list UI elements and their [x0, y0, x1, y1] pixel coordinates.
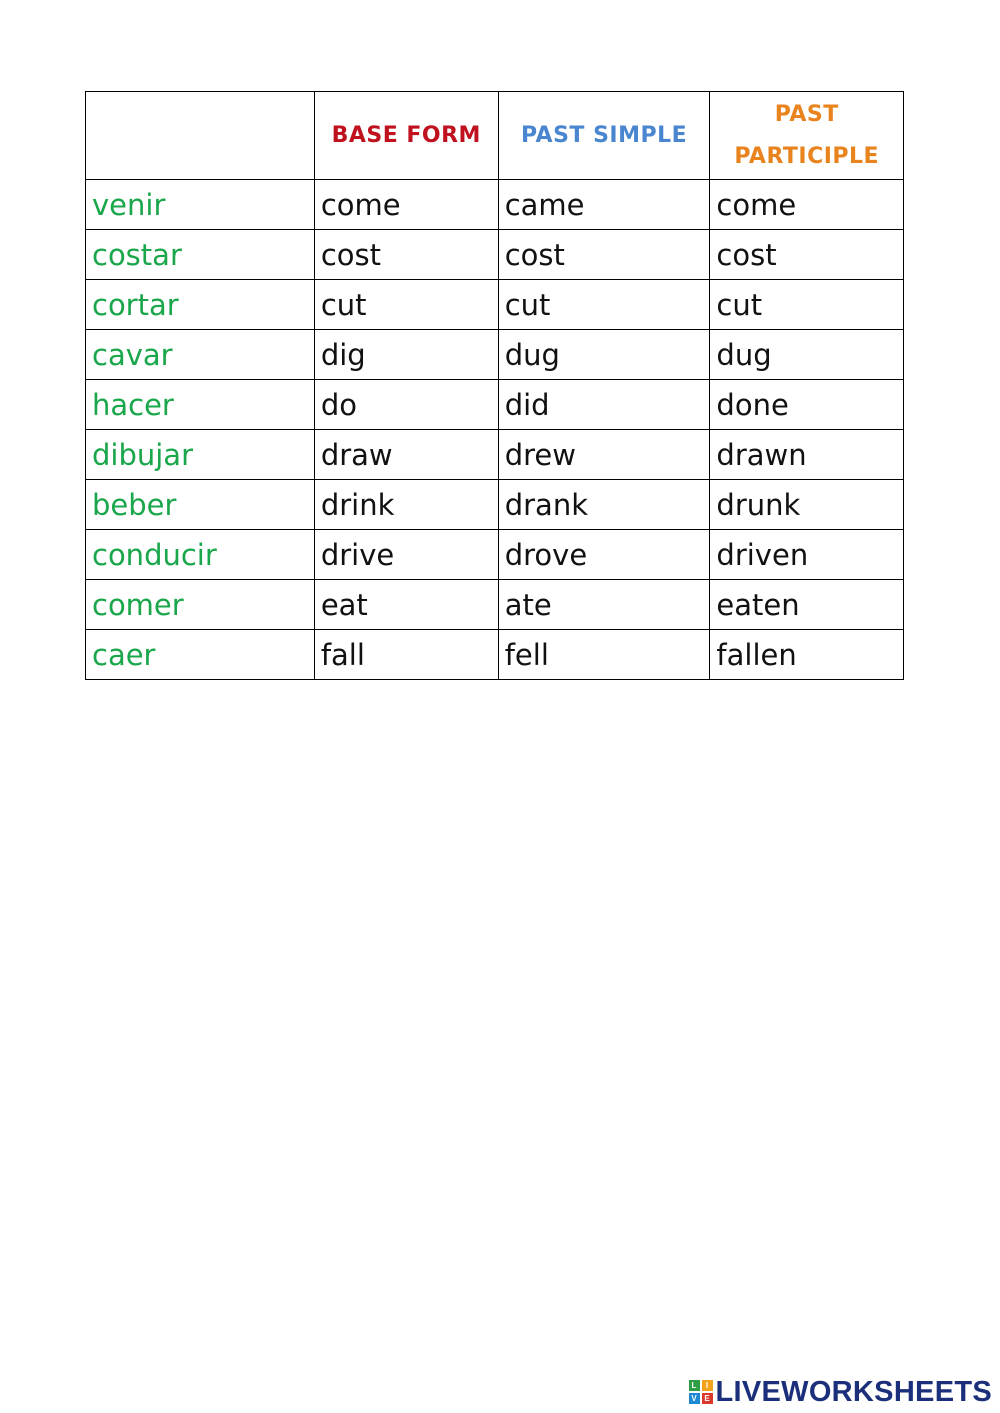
- past-simple-cell: came: [498, 180, 710, 230]
- spanish-verb-cell: cavar: [86, 330, 315, 380]
- irregular-verbs-table: [85, 91, 904, 680]
- past-simple-cell: dug: [498, 330, 710, 380]
- logo-letter-tile: I: [702, 1380, 713, 1391]
- spanish-verb-cell: cortar: [86, 280, 315, 330]
- past-simple-cell: did: [498, 380, 710, 430]
- past-simple-cell: ate: [498, 580, 710, 630]
- logo-letter-tile: V: [689, 1393, 700, 1404]
- base-form-cell: cut: [314, 280, 498, 330]
- past-participle-cell: cost: [710, 230, 904, 280]
- header-past-participle-line1: PAST: [774, 101, 839, 127]
- past-participle-cell: drunk: [710, 480, 904, 530]
- past-participle-cell: cut: [710, 280, 904, 330]
- past-simple-cell: drank: [498, 480, 710, 530]
- base-form-cell: fall: [314, 630, 498, 680]
- past-simple-cell: fell: [498, 630, 710, 680]
- header-row: [86, 92, 904, 180]
- table-row: [86, 330, 904, 380]
- past-simple-cell: drove: [498, 530, 710, 580]
- base-form-cell: do: [314, 380, 498, 430]
- past-participle-cell: dug: [710, 330, 904, 380]
- past-participle-cell: driven: [710, 530, 904, 580]
- header-past-simple: PAST SIMPLE: [498, 92, 710, 180]
- spanish-verb-cell: caer: [86, 630, 315, 680]
- past-participle-cell: drawn: [710, 430, 904, 480]
- logo-letter-tile: L: [689, 1380, 700, 1391]
- past-participle-cell: eaten: [710, 580, 904, 630]
- table-row: [86, 480, 904, 530]
- past-simple-cell: drew: [498, 430, 710, 480]
- header-corner-cell: [86, 92, 315, 180]
- header-past-participle: [710, 92, 904, 180]
- past-simple-cell: cost: [498, 230, 710, 280]
- table-row: [86, 530, 904, 580]
- table-row: [86, 630, 904, 680]
- table-row: [86, 230, 904, 280]
- base-form-cell: come: [314, 180, 498, 230]
- spanish-verb-cell: dibujar: [86, 430, 315, 480]
- past-participle-cell: fallen: [710, 630, 904, 680]
- spanish-verb-cell: comer: [86, 580, 315, 630]
- past-participle-cell: come: [710, 180, 904, 230]
- spanish-verb-cell: hacer: [86, 380, 315, 430]
- base-form-cell: eat: [314, 580, 498, 630]
- brand-text: LIVEWORKSHEETS: [715, 1375, 992, 1408]
- table-row: [86, 430, 904, 480]
- past-participle-cell: done: [710, 380, 904, 430]
- liveworksheets-logo-icon: [689, 1380, 713, 1404]
- logo-letter-tile: E: [702, 1393, 713, 1404]
- base-form-cell: drive: [314, 530, 498, 580]
- liveworksheets-brand: [689, 1377, 993, 1407]
- base-form-cell: cost: [314, 230, 498, 280]
- table-row: [86, 580, 904, 630]
- past-simple-cell: cut: [498, 280, 710, 330]
- base-form-cell: drink: [314, 480, 498, 530]
- table-body: [86, 180, 904, 680]
- spanish-verb-cell: costar: [86, 230, 315, 280]
- header-past-participle-line2: PARTICIPLE: [734, 143, 880, 169]
- base-form-cell: dig: [314, 330, 498, 380]
- spanish-verb-cell: venir: [86, 180, 315, 230]
- table-row: [86, 180, 904, 230]
- base-form-cell: draw: [314, 430, 498, 480]
- table-header: [86, 92, 904, 180]
- spanish-verb-cell: beber: [86, 480, 315, 530]
- spanish-verb-cell: conducir: [86, 530, 315, 580]
- header-base-form: BASE FORM: [314, 92, 498, 180]
- table-row: [86, 280, 904, 330]
- table-row: [86, 380, 904, 430]
